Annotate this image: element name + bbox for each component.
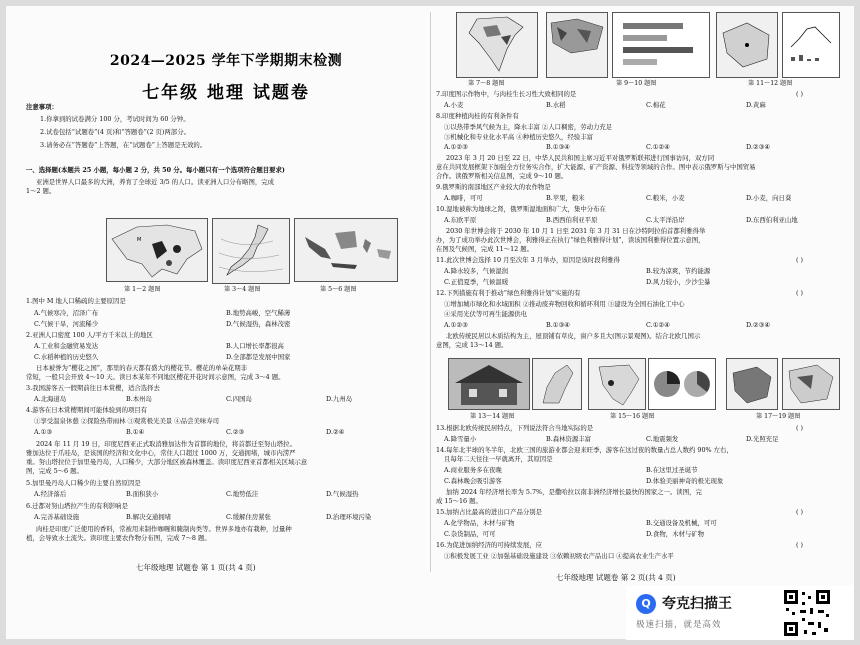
passage-text: 成 15～16 题。: [436, 497, 482, 505]
passage-text: 2023 年 3 月 20 日至 22 日，中华人民共和国主席习近平对俄罗斯联邦进行国事访问，双方同: [446, 154, 715, 162]
passage-text: 1～2 题。: [26, 187, 56, 195]
question-text: 6.迁都对努山塔拉产生的有利影响是: [26, 502, 128, 510]
answer-paren: ( ): [796, 289, 804, 297]
answer-option: D.体验美丽神奇的极光现象: [646, 477, 724, 485]
exam-paper: [6, 6, 854, 639]
indonesia-map: [294, 218, 398, 282]
answer-option: C.棉花: [646, 101, 666, 109]
ghana-map: [588, 358, 646, 410]
answer-option: B.①④: [126, 428, 145, 436]
answer-option: D.②③④: [746, 321, 771, 329]
answer-option: B.本州岛: [126, 395, 152, 403]
question-text: 且每年二天往往一早就离开，其原因是: [444, 455, 553, 463]
answer-option: B.面积狭小: [126, 490, 159, 498]
question-text: 1.图中 M 地人口稀疏的主要原因是: [26, 297, 126, 305]
page-footer: 七年级地理 试题卷 第 1 页(共 4 页): [136, 563, 256, 572]
passage-text: 意在共同发展框架下加强全方位务实合作，扩大能源、矿产资源、科技等领域的合作。图中表示俄罗斯与中国贸易: [436, 163, 756, 171]
answer-option: A.咖啡，可可: [444, 194, 483, 202]
answer-option: A.工业和金融贸易发达: [34, 342, 99, 350]
trade-bar-chart: [612, 12, 710, 78]
answer-option: D.气候湿热，森林茂密: [226, 320, 291, 328]
scanner-watermark: [626, 586, 854, 640]
figure-caption: 第 5～6 题图: [320, 286, 357, 293]
page-2: [436, 6, 846, 639]
answer-option: A.经济落后: [34, 490, 67, 498]
section-heading: 一、选择题(本题共 25 小题，每小题 2 分，共 50 分。每小题只有一个选项符合题目要求): [26, 166, 285, 174]
answer-option: ④采用光伏等可再生能源供电: [444, 310, 528, 318]
watermark-name: 夸克扫描王: [662, 596, 732, 612]
ghana-trade-pie: [648, 358, 716, 410]
figure-caption: 第 1～2 题图: [124, 286, 161, 293]
column-divider: [430, 12, 431, 572]
figure-caption: 第 11～12 题图: [748, 80, 793, 87]
answer-option: A.北海道岛: [34, 395, 67, 403]
figure-caption: 第 15～16 题图: [610, 413, 655, 420]
question-text: 2.亚洲人口密度 100 人/平方千米以上的地区: [26, 331, 153, 339]
answer-option: D.黄麻: [746, 101, 766, 109]
answer-option: A.东欧平原: [444, 216, 477, 224]
passage-text: 常短，一般只会开放 4～10 天。读日本某年不同地区樱花开花时间示意图，完成 3～4 题。: [26, 373, 285, 381]
indonesia-map-drawing: [295, 219, 397, 281]
question-text: 4.游客在日本赏樱期间可能体验到的项目有: [26, 406, 148, 414]
answer-option: B.西西伯利亚平原: [546, 216, 598, 224]
answer-option: A.化学物品，木材与矿物: [444, 519, 515, 527]
answer-option: A.商业服务多在夜晚: [444, 466, 502, 474]
answer-option: A.降水较多，气候湿润: [444, 267, 509, 275]
africa-map-drawing: [589, 359, 645, 409]
answer-option: C.缓解住房紧张: [226, 513, 272, 521]
question-text: 13.根据北欧传统民居特点，下列说法符合当地实际的是: [436, 424, 594, 432]
answer-option: A.①③: [34, 428, 53, 436]
passage-text: 肉桂是印度广泛使用的香料，常被用来制作咖喱和腌制肉类等。世界多地亦有栽种，过量种: [36, 525, 292, 533]
passage-text: 图，完成 5～6 题。: [26, 467, 83, 475]
answer-option: D.气候湿热: [326, 490, 359, 498]
answer-option: C.杂货制品，可可: [444, 530, 496, 538]
climate-chart: [782, 12, 840, 78]
passage-text: 植，会导致水土流失。读印度主要农作物分布图，完成 7～8 题。: [26, 534, 211, 542]
note-item: 1.你拿到的试卷满分 100 分，考试时间为 60 分钟。: [40, 115, 190, 123]
question-text: 5.加里曼丹岛人口稀少的主要自然原因是: [26, 479, 141, 487]
saudi-map-drawing: [717, 13, 777, 77]
passage-text: 2030 年世博会将于 2030 年 10 月 1 日至 2031 年 3 月 31 日在沙特阿拉伯首都利雅得举: [446, 227, 706, 235]
answer-option: ①享受温泉休憩 ②探险热带雨林 ③观赏极光美景 ④品尝美味寿司: [34, 417, 220, 425]
question-text: 10.湿地被称为地球之肾，俄罗斯湿地面积广大，集中分布在: [436, 205, 606, 213]
region-map: [782, 358, 840, 410]
answer-option: C.森林晚会吸引游客: [444, 477, 502, 485]
passage-text: 北欧传统民居以木质结构为主，屋顶铺有草皮，窗户多且大(图示景观图)。结合北欧几国示: [446, 332, 701, 340]
answer-option: A.完善基础设施: [34, 513, 79, 521]
japan-map-drawing: [213, 219, 289, 283]
answer-option: C.①②④: [646, 143, 670, 151]
answer-option: B.在这里过圣诞节: [646, 466, 698, 474]
answer-option: D.全部都是发展中国家: [226, 353, 291, 361]
answer-option: D.食物，木材与矿物: [646, 530, 705, 538]
question-text: 16.为促进加纳经济的可持续发展，应: [436, 541, 543, 549]
answer-paren: ( ): [796, 90, 804, 98]
answer-paren: ( ): [796, 424, 804, 432]
svg-text:M: M: [137, 237, 142, 243]
answer-option: C.地势低洼: [226, 490, 259, 498]
question-text: 7.印度图示作物中，与肉桂生长习性大致相同的是: [436, 90, 577, 98]
asia-population-map: [106, 218, 208, 282]
passage-text: 亚洲是世界人口最多的大洲，养育了全球近 3/5 的人口。读亚洲人口分布略图，完成: [36, 178, 275, 186]
answer-option: C.水稻种植的历史悠久: [34, 353, 99, 361]
watermark-slogan: 极速扫描，就是高效: [636, 620, 722, 630]
answer-option: B.森林资源丰富: [546, 435, 592, 443]
answer-option: C.②③: [226, 428, 245, 436]
japan-sakura-map: [212, 218, 290, 284]
exam-subtitle: 七年级 地理 试题卷: [142, 83, 310, 103]
answer-option: A.气候寒冷，沼泽广布: [34, 309, 99, 317]
answer-option: C.地震频发: [646, 435, 679, 443]
answer-paren: ( ): [796, 256, 804, 264]
quark-logo-icon: Q: [636, 594, 656, 614]
figure-caption: 第 9～10 题图: [616, 80, 657, 87]
answer-option: B.较为凉爽，节约能源: [646, 267, 711, 275]
question-text: 9.俄罗斯的南部地区产业较大的农作物是: [436, 183, 551, 191]
region-map-drawing: [727, 359, 777, 409]
climate-chart-drawing: [783, 13, 839, 77]
answer-option: A.①②③: [444, 321, 468, 329]
answer-option: D.②③④: [746, 143, 771, 151]
answer-option: D.治理环境污染: [326, 513, 372, 521]
answer-option: D.东西伯利亚山地: [746, 216, 798, 224]
note-item: 3.请务必在“答题卷”上答题，在“试题卷”上答题是无效的。: [40, 141, 207, 149]
question-text: 3.我国游客五一假期前往日本赏樱，适合选择去: [26, 384, 160, 392]
question-text: 12.下列措施有利于推动“绿色利雅得计划”实施的有: [436, 289, 581, 297]
answer-option: B.人口增长率都很高: [226, 342, 284, 350]
exam-title: 2024—2025 学年下学期期末检测: [109, 53, 343, 69]
answer-option: A.①②③: [444, 143, 468, 151]
passage-text: 意图，完成 13～14 题。: [436, 341, 508, 349]
question-text: 15.加纳占比最高的进出口产品分别是: [436, 508, 543, 516]
bar-chart-drawing: [613, 13, 709, 77]
answer-option: D.光照充足: [746, 435, 779, 443]
answer-option: B.苹果，粮米: [546, 194, 585, 202]
answer-option: C.四国岛: [226, 395, 252, 403]
question-text: 8.印度种植肉桂的有利条件有: [436, 112, 519, 120]
nordic-map-drawing: [533, 359, 581, 409]
answer-option: C.粮米，小麦: [646, 194, 685, 202]
figure-caption: 第 3～4 题图: [224, 286, 261, 293]
answer-option: C.①②④: [646, 321, 670, 329]
answer-option: A.小麦: [444, 101, 464, 109]
page-footer: 七年级地理 试题卷 第 2 页(共 4 页): [556, 573, 676, 582]
answer-option: ③机械化和专业化水平高 ④种植历史悠久，经验丰富: [444, 133, 594, 141]
region-map: [726, 358, 778, 410]
passage-text: 合作。读俄罗斯相关信息图，完成 9～10 题。: [436, 172, 568, 180]
figure-caption: 第 13～14 题图: [470, 413, 515, 420]
passage-text: 办，为了成功举办此次世博会，利雅得正在执行“绿色利雅得计划”，读该国利雅得位置示意图，: [436, 236, 705, 244]
answer-option: B.解决交通拥堵: [126, 513, 172, 521]
answer-option: D.小麦，向日葵: [746, 194, 792, 202]
house-photo-drawing: [449, 359, 529, 409]
nordic-house-photo: [448, 358, 530, 410]
answer-option: A.降雪量小: [444, 435, 477, 443]
answer-option: B.①③④: [546, 321, 570, 329]
nordic-map: [532, 358, 582, 410]
answer-paren: ( ): [796, 541, 804, 549]
qr-code-icon[interactable]: [782, 588, 832, 638]
pie-chart-drawing: [649, 359, 715, 409]
india-map-drawing: [457, 13, 537, 77]
passage-text: 日本被誉为“樱花之国”，那里的春天都有盛大的樱花节。樱花的单朵花期非: [36, 364, 248, 372]
question-text: 11.此次世博会选择 10 月至次年 3 月举办，原因是该时段利雅得: [436, 256, 620, 264]
answer-option: B.交通设备及机械，可可: [646, 519, 717, 527]
question-text: 14.每年北半球的冬半年，北欧三国的旅游业都会迎来旺季，游客在这过夜的数量占总人数约 90% 左右，: [436, 446, 733, 454]
figure-caption: 第 17～19 题图: [756, 413, 801, 420]
passage-text: 雅加达位于爪哇岛，是该国的经济和文化中心，常住人口超过 1000 万，交通拥堵，城市内涝严: [26, 449, 296, 457]
russia-map-drawing: [547, 13, 607, 77]
answer-option: B.地势高峻，空气稀薄: [226, 309, 291, 317]
region-map-drawing: [783, 359, 839, 409]
saudi-map: [716, 12, 778, 78]
answer-option: B.水稻: [546, 101, 566, 109]
india-crop-map: [456, 12, 538, 78]
note-item: 2.试卷包括“试题卷”(4 页)和“答题卷”(2 页)两部分。: [40, 128, 190, 136]
answer-option: ①积极发展工业 ②加强基础设施建设 ③依赖初级农产品出口 ④提高农业生产水平: [444, 552, 674, 560]
notes-heading: 注意事项：: [26, 103, 58, 111]
passage-text: 重。努山塔拉位于加里曼丹岛，人口稀少，大部分地区被森林覆盖。读印度尼西亚首都相关区域示意: [26, 458, 308, 466]
answer-paren: ( ): [796, 508, 804, 516]
answer-option: D.风力较小，少沙尘暴: [646, 278, 711, 286]
figure-caption: 第 7～8 题图: [468, 80, 505, 87]
passage-text: 在图及气候图，完成 11～12 题。: [436, 245, 534, 253]
qr-code-drawing: [782, 588, 832, 638]
answer-option: C.气候干旱，河流稀少: [34, 320, 99, 328]
russia-map: [546, 12, 608, 78]
answer-option: C.正值夏季，气候温暖: [444, 278, 509, 286]
answer-option: ①以热带季风气候为主，降水丰富 ②人口稠密，劳动力充足: [444, 123, 613, 131]
answer-option: B.①③④: [546, 143, 570, 151]
answer-option: D.九州岛: [326, 395, 353, 403]
answer-option: ①增加城市绿化和水域面积 ②推动废弃物回收和循环利用 ③建设为全国石油化工中心: [444, 300, 685, 308]
answer-option: C.太平洋沿岸: [646, 216, 685, 224]
answer-option: D.②④: [326, 428, 345, 436]
passage-text: 2024 年 11 月 19 日，印度尼西亚正式取消雅加达作为首都的地位，将首都迁至努山塔拉。: [36, 440, 296, 448]
page-1: [26, 6, 426, 639]
passage-text: 加纳 2024 年经济增长率为 5.7%，是撒哈拉以南非洲经济增长最快的国家之一。读图，完: [446, 488, 702, 496]
asia-map-drawing: [107, 219, 207, 281]
